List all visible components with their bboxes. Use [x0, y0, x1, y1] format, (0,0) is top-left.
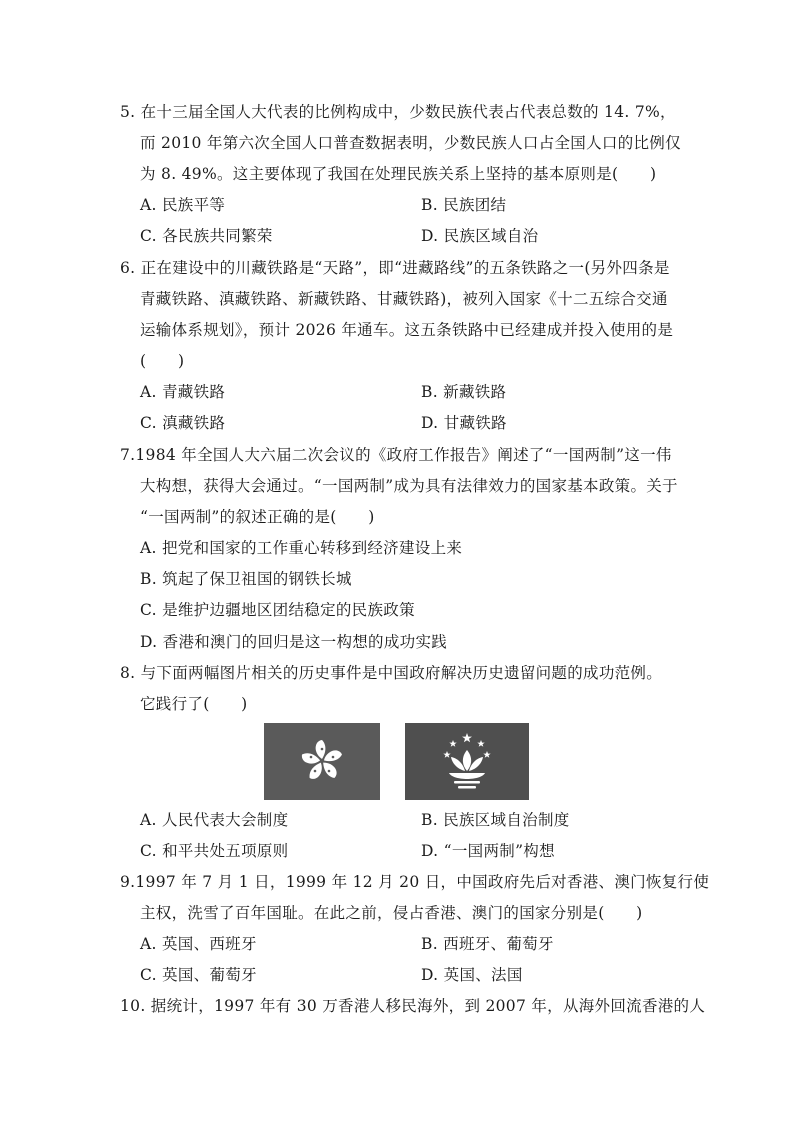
question-8-number: 8.	[120, 664, 136, 682]
question-5-option-b[interactable]: B. 民族团结	[421, 196, 507, 214]
question-7-line-1: 7.1984 年全国人大六届二次会议的《政府工作报告》阐述了“一国两制”这一伟	[120, 446, 672, 464]
question-5-number: 5.	[120, 103, 136, 121]
question-5-line-3: 为 8. 49%。这主要体现了我国在处理民族关系上坚持的基本原则是( )	[140, 165, 657, 183]
hong-kong-flag-icon	[264, 723, 380, 800]
question-8-figures	[264, 723, 530, 800]
question-9-option-d[interactable]: D. 英国、法国	[421, 966, 523, 984]
question-6-line-2: 青藏铁路、滇藏铁路、新藏铁路、甘藏铁路)，被列入国家《十二五综合交通	[140, 290, 668, 308]
question-6-option-a[interactable]: A. 青藏铁路	[140, 383, 226, 401]
question-8-line-1: 8. 与下面两幅图片相关的历史事件是中国政府解决历史遗留问题的成功范例。	[120, 664, 663, 682]
question-10-number: 10.	[120, 997, 146, 1015]
question-7-line-2: 大构想，获得大会通过。“一国两制”成为具有法律效力的国家基本政策。关于	[140, 477, 678, 495]
question-10-line-1: 10. 据统计，1997 年有 30 万香港人移民海外，到 2007 年，从海外回流香港的人	[120, 997, 706, 1015]
question-9-option-c[interactable]: C. 英国、葡萄牙	[140, 966, 257, 984]
question-8-option-a[interactable]: A. 人民代表大会制度	[140, 811, 289, 829]
question-6-line-4: ( )	[140, 352, 185, 370]
question-6-number: 6.	[120, 259, 136, 277]
question-6-line-3: 运输体系规划》，预计 2026 年通车。这五条铁路中已经建成并投入使用的是	[140, 321, 674, 339]
question-7-option-a[interactable]: A. 把党和国家的工作重心转移到经济建设上来	[140, 539, 463, 557]
question-9-number: 9.	[120, 873, 136, 891]
question-6-option-d[interactable]: D. 甘藏铁路	[421, 414, 507, 432]
question-6-line-1: 6. 正在建设中的川藏铁路是“天路”，即“进藏路线”的五条铁路之一(另外四条是	[120, 259, 670, 277]
question-9-line-1: 9.1997 年 7 月 1 日，1999 年 12 月 20 日，中国政府先后对香港、澳门恢复行使	[120, 873, 710, 891]
question-9-option-a[interactable]: A. 英国、西班牙	[140, 935, 257, 953]
question-7-line-3: “一国两制”的叙述正确的是( )	[140, 508, 375, 526]
question-6-option-b[interactable]: B. 新藏铁路	[421, 383, 507, 401]
question-8-option-c[interactable]: C. 和平共处五项原则	[140, 842, 289, 860]
question-7-number: 7.	[120, 446, 136, 464]
question-5-line-2: 而 2010 年第六次全国人口普查数据表明，少数民族人口占全国人口的比例仅	[140, 134, 681, 152]
question-5-line-1: 5. 在十三届全国人大代表的比例构成中，少数民族代表占代表总数的 14. 7%，	[120, 103, 676, 121]
question-7-option-c[interactable]: C. 是维护边疆地区团结稳定的民族政策	[140, 601, 415, 619]
question-6-option-c[interactable]: C. 滇藏铁路	[140, 414, 226, 432]
question-8-line-2: 它践行了( )	[140, 695, 248, 713]
question-5-option-d[interactable]: D. 民族区域自治	[421, 227, 539, 245]
question-8-option-d[interactable]: D. “一国两制”构想	[421, 842, 555, 860]
question-7-option-d[interactable]: D. 香港和澳门的回归是这一构想的成功实践	[140, 633, 448, 651]
question-5-option-a[interactable]: A. 民族平等	[140, 196, 226, 214]
question-7-option-b[interactable]: B. 筑起了保卫祖国的钢铁长城	[140, 570, 352, 588]
question-8-option-b[interactable]: B. 民族区域自治制度	[421, 811, 570, 829]
question-9-line-2: 主权，洗雪了百年国耻。在此之前，侵占香港、澳门的国家分别是( )	[140, 904, 643, 922]
question-5-option-c[interactable]: C. 各民族共同繁荣	[140, 227, 273, 245]
question-9-option-b[interactable]: B. 西班牙、葡萄牙	[421, 935, 554, 953]
macau-flag-icon	[405, 723, 529, 800]
